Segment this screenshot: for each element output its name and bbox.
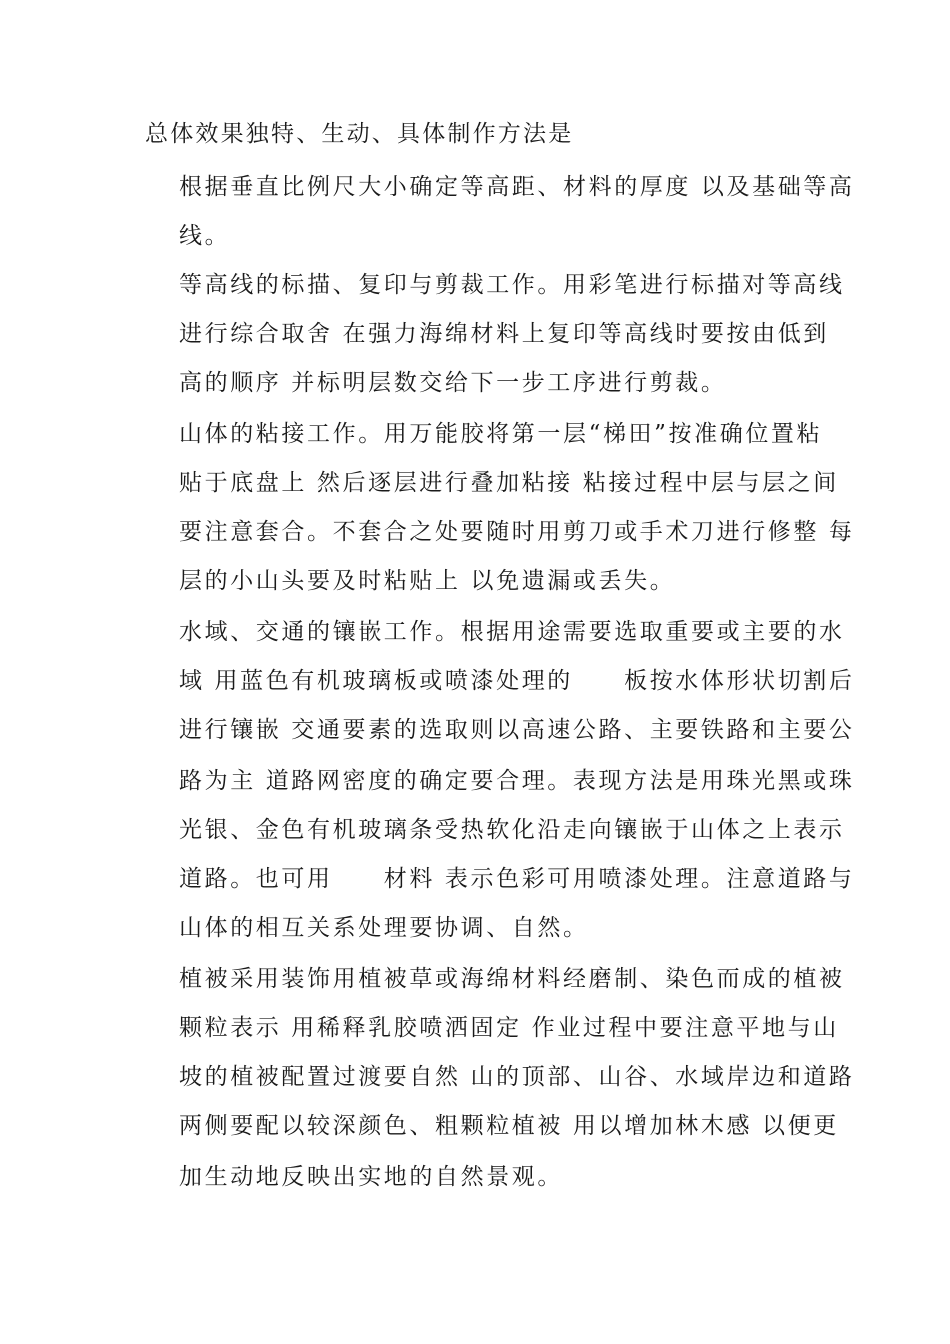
text-line: 进行综合取舍 在强力海绵材料上复印等高线时要按由低到	[179, 321, 829, 347]
text-line: 路为主 道路网密度的确定要合理。表现方法是用珠光黑或珠	[179, 768, 855, 794]
text-line: 颗粒表示 用稀释乳胶喷洒固定 作业过程中要注意平地与山	[179, 1015, 839, 1041]
text-line: 道路。也可用 材料 表示色彩可用喷漆处理。注意道路与	[179, 866, 855, 892]
text-line: 贴于底盘上 然后逐层进行叠加粘接 粘接过程中层与层之间	[179, 470, 839, 496]
text-line: 山体的粘接工作。用万能胶将第一层“梯田”按准确位置粘	[179, 421, 823, 447]
text-line: 高的顺序 并标明层数交给下一步工序进行剪裁。	[179, 370, 727, 396]
text-line: 山体的相互关系处理要协调、自然。	[179, 915, 589, 941]
text-line: 光银、金色有机玻璃条受热软化沿走向镶嵌于山体之上表示	[179, 817, 845, 843]
text-line: 坡的植被配置过渡要自然 山的顶部、山谷、水域岸边和道路	[179, 1064, 855, 1090]
text-line: 两侧要配以较深颜色、粗颗粒植被 用以增加林木感 以便更	[179, 1113, 839, 1139]
text-line: 植被采用装饰用植被草或海绵材料经磨制、染色而成的植被	[179, 966, 845, 992]
text-line: 加生动地反映出实地的自然景观。	[179, 1164, 563, 1190]
text-line: 域 用蓝色有机玻璃板或喷漆处理的 板按水体形状切割后	[179, 668, 855, 694]
text-line: 要注意套合。不套合之处要随时用剪刀或手术刀进行修整 每	[179, 519, 855, 545]
text-line: 线。	[179, 223, 231, 249]
intro-line: 总体效果独特、生动、具体制作方法是	[145, 121, 574, 147]
text-line: 水域、交通的镶嵌工作。根据用途需要选取重要或主要的水	[179, 619, 845, 645]
text-line: 根据垂直比例尺大小确定等高距、材料的厚度 以及基础等高	[179, 174, 855, 200]
text-line: 层的小山头要及时粘贴上 以免遗漏或丢失。	[179, 568, 676, 594]
text-line: 等高线的标描、复印与剪裁工作。用彩笔进行标描对等高线	[179, 272, 845, 298]
text-line: 进行镶嵌 交通要素的选取则以高速公路、主要铁路和主要公	[179, 717, 855, 743]
